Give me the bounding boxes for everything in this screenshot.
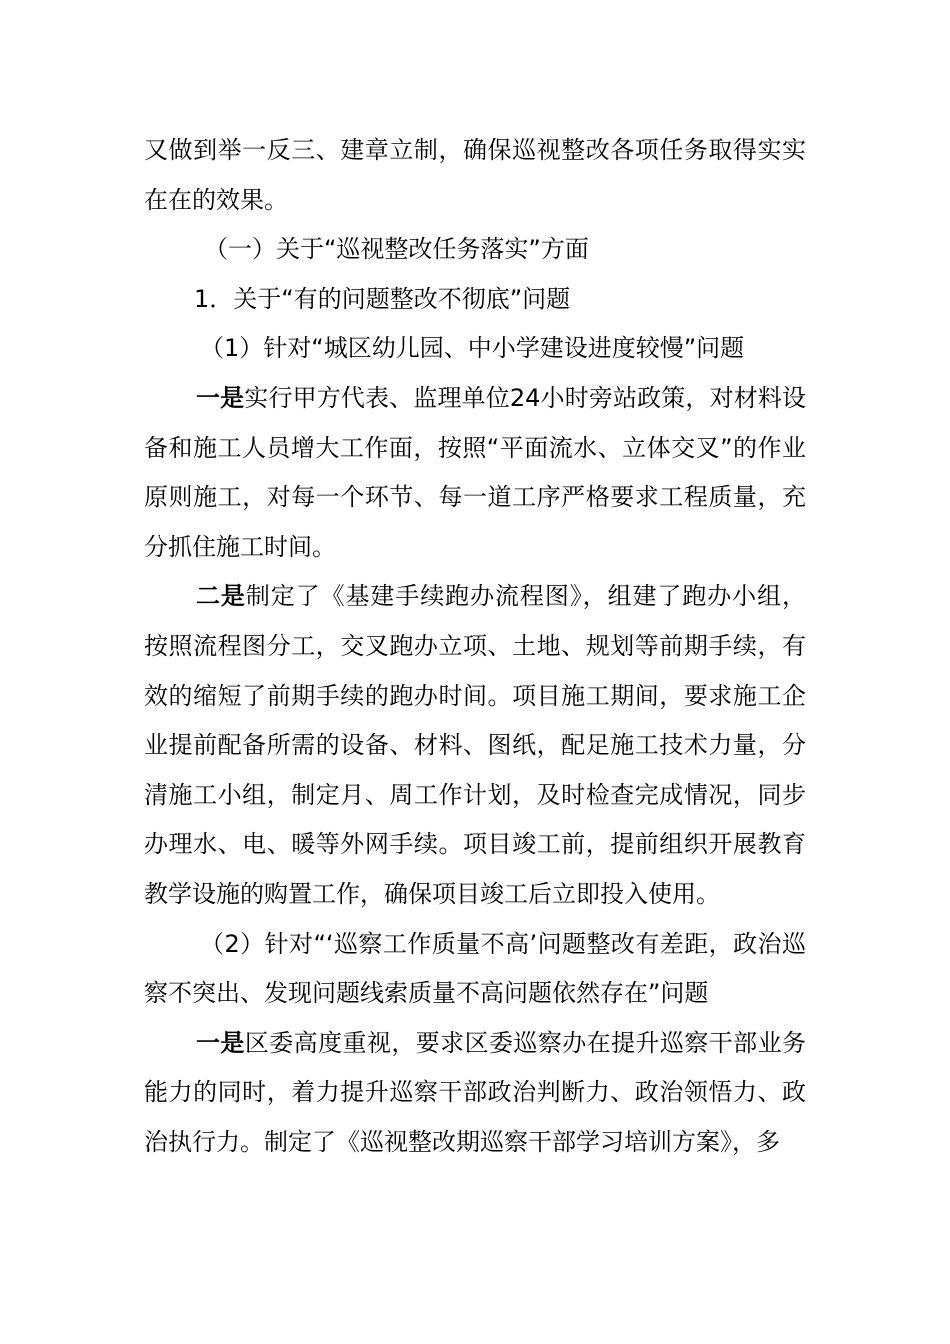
item-heading-2: （2）针对“‘巡察工作质量不高’问题整改有差距，政治巡察不突出、发现问题线索质量不高问题依然存在”问题	[144, 929, 806, 1008]
paragraph-3-text: 区委高度重视，要求区委巡察办在提升巡察干部业务能力的同时，着力提升巡察干部政治判断力、政治领悟力、政治执行力。制定了《巡视整改期巡察干部学习培训方案》，多	[144, 1028, 807, 1156]
paragraph-2-lead: 二是	[196, 582, 246, 611]
paragraph-2-text: 制定了《基建手续跑办流程图》，组建了跑办小组，按照流程图分工，交叉跑办立项、土地、规划等前期手续，有效的缩短了前期手续的跑办时间。项目施工期间，要求施工企业提前配备所需的设备、材料、图纸，配足施工技术力量，分清施工小组，制定月、周工作计划，及时检查完成情况，同步办理水、电、暖等外网手续。项目竣工前，提前组织开展教育教学设施的购置工作，确保项目竣工后立即投入使用。	[144, 582, 807, 908]
subsection-heading: 1．关于“有的问题整改不彻底”问题	[194, 284, 571, 313]
document-page	[144, 126, 806, 1167]
section-heading: （一）关于“巡视整改任务落实”方面	[204, 235, 589, 264]
paragraph-2	[144, 572, 806, 919]
paragraph-1-lead: 一是	[196, 383, 245, 412]
paragraph-continuation: 又做到举一反三、建章立制，确保巡视整改各项任务取得实实在在的效果。	[144, 136, 806, 214]
item-heading-1: （1）针对“城区幼儿园、中小学建设进度较慢”问题	[200, 334, 745, 363]
paragraph-3-lead: 一是	[196, 1028, 245, 1057]
paragraph-1	[144, 374, 806, 572]
paragraph-3	[144, 1019, 806, 1168]
paragraph-1-text: 实行甲方代表、监理单位24小时旁站政策，对材料设备和施工人员增大工作面，按照“平面流水、立体交叉”的作业原则施工，对每一个环节、每一道工序严格要求工程质量，充分抓住施工时间。	[144, 383, 806, 561]
